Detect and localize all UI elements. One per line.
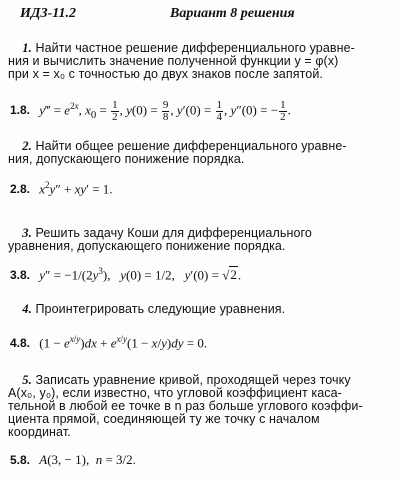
example-label: 2.8.: [10, 182, 31, 197]
task-3-line-2: уравнения, допускающего понижение порядка.: [8, 239, 286, 253]
task-5-line-1: 5. Записать уравнение кривой, проходящей через точку: [22, 373, 351, 387]
task-1-example: 1.8. y‴ = $e^{2x}$, $x_0$ = $\frac{1}{2}$ , y(0) = $\frac{9}{8}$ , y′(0) = $\frac{1}{4}$ , y″(0) = − $\frac{1}{2}$ .: [10, 99, 291, 123]
task-1-statement: [8, 42, 392, 81]
task-3-line-1: 3. Решить задачу Коши для дифференциального: [22, 226, 312, 240]
task-5-line-3: тельной в любой ее точке в n раз больше углового коэффи-: [8, 399, 363, 413]
assignment-code: ИДЗ-11.2: [20, 6, 76, 21]
task-5-line-5: координат.: [8, 425, 71, 439]
task-5-line-2: A(x₀, y₀), если известно, что угловой коэффициент каса-: [8, 386, 342, 400]
task-2-line-1: 2. Найти общее решение дифференциального уравне-: [22, 139, 347, 153]
task-2-example: 2.8. $x^2y'' + xy' = 1$.: [10, 180, 113, 197]
task-4-example: 4.8. $(1 - e^{x/y})dx + e^{x/y}(1 - x/y)dy = 0$.: [10, 334, 208, 351]
task-5-line-4: циента прямой, соединяющей ту же точку с началом: [8, 412, 320, 426]
task-2-number: 2.: [22, 139, 32, 153]
task-4-number: 4.: [22, 302, 32, 316]
example-label: 5.8.: [10, 453, 31, 467]
example-label: 3.8.: [10, 268, 31, 283]
example-label: 4.8.: [10, 336, 31, 351]
task-2-statement: [8, 140, 392, 166]
task-1-line-3: при x = x₀ с точностью до двух знаков после запятой.: [8, 67, 323, 81]
task-1-number: 1.: [22, 41, 32, 55]
example-label: 1.8.: [10, 103, 31, 118]
task-5-statement: [8, 374, 392, 439]
task-1-line-1: 1. Найти частное решение дифференциального уравне-: [22, 41, 355, 55]
variant-title: Вариант 8 решения: [170, 6, 295, 21]
page-header: [20, 6, 390, 26]
task-3-example: 3.8. $y'' = -1/(2y^3)$, y(0) = 1/2, y′(0) = √2.: [10, 266, 242, 283]
task-5-example: 5.8. A(3, − 1), n = 3/2.: [10, 452, 136, 467]
task-3-number: 3.: [22, 226, 32, 240]
task-4-statement: [8, 303, 392, 316]
task-4-line-1: 4. Проинтегрировать следующие уравнения.: [22, 302, 286, 316]
task-3-statement: [8, 227, 392, 253]
task-1-line-2: ния и вычислить значение полученной функции y = φ(x): [8, 54, 339, 68]
task-2-line-2: ния, допускающего понижение порядка.: [8, 152, 245, 166]
task-5-number: 5.: [22, 373, 32, 387]
